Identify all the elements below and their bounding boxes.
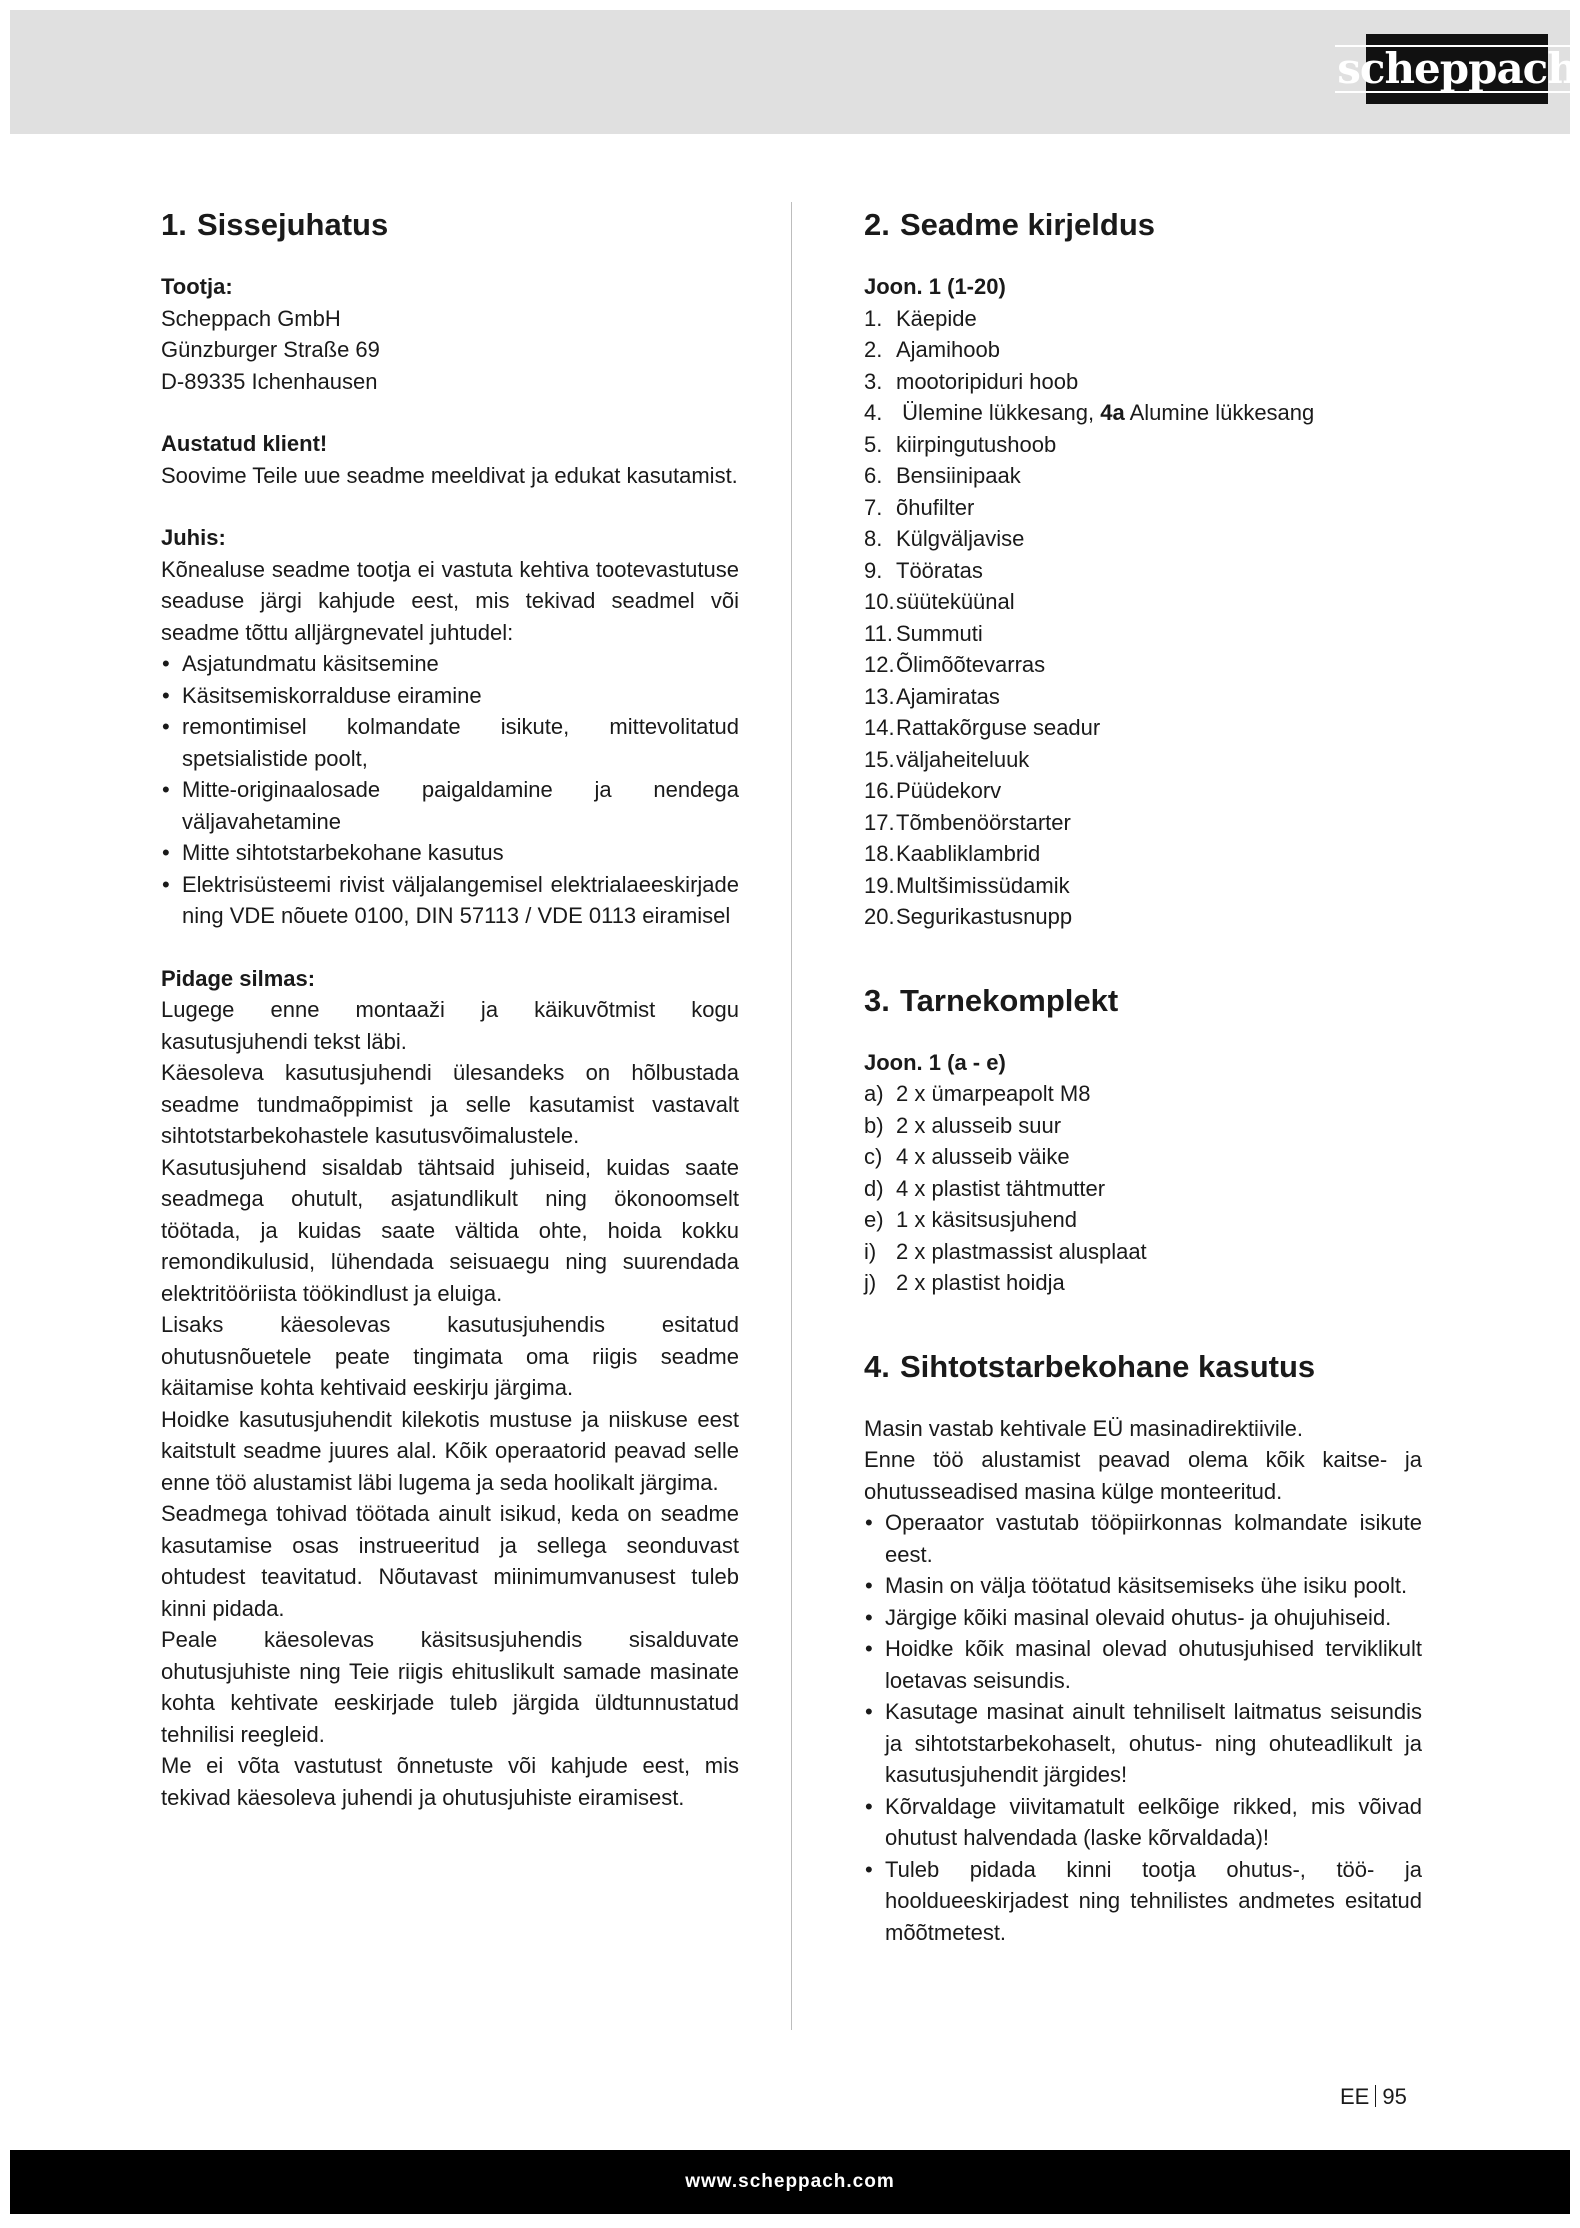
list-item: 13. Ajamiratas: [864, 683, 1000, 709]
list-item: 9. Tööratas: [864, 557, 983, 583]
section-2-heading: 2. Seadme kirjeldus: [864, 207, 1156, 242]
manufacturer-address: Scheppach GmbH Günzburger Straße 69 D-89335 Ichenhausen: [161, 305, 380, 394]
list-item: 15. väljaheiteluuk: [864, 746, 1030, 772]
list-item: • Masin on välja töötatud käsitsemiseks ühe isiku poolt.: [864, 1570, 1422, 1602]
list-item: • Mitte-originaalosade paigaldamine ja nendega väljavahetamine: [161, 774, 739, 837]
list-item: 1. Käepide: [864, 305, 977, 331]
left-column: [161, 205, 739, 1813]
attention-label: Pidage silmas:: [161, 965, 316, 991]
list-item: 2. Ajamihoob: [864, 337, 1000, 362]
footer-band: [10, 2150, 1570, 2214]
list-item: a) 2 x ümarpeapolt M8: [864, 1081, 1091, 1106]
footer-url: www.scheppach.com: [685, 2171, 895, 2192]
list-item: • Hoidke kõik masinal olevad ohutusjuhised terviklikult loetavas seisundis.: [864, 1633, 1422, 1696]
scheppach-logo: scheppach: [1366, 34, 1548, 104]
list-item: 6. Bensiinipaak: [864, 463, 1021, 488]
paragraph: Seadmega tohivad töötada ainult isikud, keda on seadme kasutamise osas instrueeritud ja sellega seonduvast ohtudest teavitatud. Nõutavast miinimumvanusest tuleb kinni pidada.: [161, 1501, 739, 1621]
figure-label: Joon. 1 (a - e): [864, 1049, 1006, 1075]
list-item: 16. Püüdekorv: [864, 778, 1002, 803]
paragraph: Hoidke kasutusjuhendit kilekotis mustuse ja niiskuse eest kaitstult seadme juures alal. Kõik operaatorid peavad selle enne töö alustamist läbi lugema ja seda hoolikalt järgima.: [161, 1406, 739, 1495]
greeting-label: Austatud klient!: [161, 431, 328, 456]
list-item: b) 2 x alusseib suur: [864, 1112, 1062, 1138]
section-3-heading: 3. Tarnekomplekt: [864, 982, 1119, 1018]
list-item: • Kõrvaldage viivitamatult eelkõige rikked, mis võivad ohutust halvendada (laske kõrvaldada)!: [864, 1791, 1422, 1854]
parts-list: [864, 303, 1422, 933]
list-item: 4. Ülemine lükkesang, 4a Alumine lükkesang: [864, 400, 1315, 425]
intended-use-bullet-list: [864, 1507, 1422, 1948]
list-item: 10. süüteküünal: [864, 589, 1015, 614]
list-item: 12. Õlimõõtevarras: [864, 652, 1046, 677]
list-item: • Järgige kõiki masinal olevaid ohutus- ja ohujuhiseid.: [864, 1602, 1422, 1634]
list-item: • Tuleb pidada kinni tootja ohutus-, töö- ja hooldueeskirjadest ning tehnilistes andmetes esitatud mõõtmetest.: [864, 1854, 1422, 1949]
section-4-heading: 4. Sihtotstarbekohane kasutus: [864, 1348, 1316, 1384]
list-item: • remontimisel kolmandate isikute, mittevolitatud spetsialistide poolt,: [161, 711, 739, 774]
note-bullet-list: [161, 648, 739, 932]
right-column: [864, 205, 1422, 1948]
list-item: • Elektrisüsteemi rivist väljalangemisel elektrialaeeskirjade ning VDE nõuete 0100, DIN 57113 / VDE 0113 eiramisel: [161, 869, 739, 932]
greeting-text: Soovime Teile uue seadme meeldivat ja edukat kasutamist.: [161, 462, 738, 488]
list-item: • Operaator vastutab tööpiirkonnas kolmandate isikute eest.: [864, 1507, 1422, 1570]
paragraph: Enne töö alustamist peavad olema kõik kaitse- ja ohutusseadised masina külge monteeritud.: [864, 1447, 1422, 1504]
list-item: 7. õhufilter: [864, 494, 975, 520]
list-item: 3. mootoripiduri hoob: [864, 368, 1079, 394]
paragraph: Peale käesolevas käsitsusjuhendis sisalduvate ohutusjuhiste ning Teie riigis ehituslikult samade masinate kohta kehtivate eeskirjade tuleb järgida üldtunnustatud tehnilisi reegleid.: [161, 1627, 739, 1747]
section-1-heading: 1. Sissejuhatus: [161, 207, 389, 242]
list-item: 11. Summuti: [864, 620, 983, 646]
list-item: 20. Segurikastusnupp: [864, 904, 1073, 929]
attention-text: [161, 994, 739, 1813]
paragraph: Käesoleva kasutusjuhendi ülesandeks on hõlbustada seadme tundmaõppimist ja selle kasutamist vastavalt sihtotstarbekohastele kasutusvõimalustele.: [161, 1060, 739, 1148]
list-item: 8. Külgväljavise: [864, 526, 1025, 551]
note-label: Juhis:: [161, 525, 226, 550]
list-item: e) 1 x käsitsusjuhend: [864, 1207, 1077, 1232]
paragraph: Masin vastab kehtivale EÜ masinadirektiivile.: [864, 1415, 1303, 1441]
page-number: EE 95: [1340, 2084, 1407, 2109]
list-item: 19. Multšimissüdamik: [864, 872, 1070, 898]
list-item: • Kasutage masinat ainult tehniliselt laitmatus seisundis ja sihtotstarbekohaselt, ohutus- ning ohuteadlikult ja kasutusjuhendit järgides!: [864, 1696, 1422, 1791]
list-item: 18. Kaabliklambrid: [864, 841, 1041, 866]
list-item: • Mitte sihtotstarbekohane kasutus: [161, 837, 739, 869]
paragraph: Lisaks käesolevas kasutusjuhendis esitatud ohutusnõuetele peate tingimata oma riigis seadme käitamise kohta kehtivaid eeskirju järgima.: [161, 1312, 739, 1400]
figure-label: Joon. 1 (1-20): [864, 274, 1006, 299]
list-item: • Asjatundmatu käsitsemine: [161, 648, 739, 680]
list-item: • Käsitsemiskorralduse eiramine: [161, 680, 739, 712]
paragraph: Lugege enne montaaži ja käikuvõtmist kogu kasutusjuhendi tekst läbi.: [161, 997, 739, 1054]
list-item: d) 4 x plastist tähtmutter: [864, 1175, 1106, 1201]
list-item: i) 2 x plastmassist alusplaat: [864, 1238, 1147, 1264]
paragraph: Kasutusjuhend sisaldab tähtsaid juhiseid, kuidas saate seadmega ohutult, asjatundlikult ning ökonoomselt töötada, ja kuidas saate vältida ohte, hoida kokku remondikulusid, lühendada seisuaegu ning suurendada elektritööriista töökindlust ja eluiga.: [161, 1154, 739, 1306]
list-item: 5. kiirpingutushoob: [864, 431, 1057, 457]
list-item: j) 2 x plastist hoidja: [864, 1270, 1065, 1295]
list-item: 17. Tõmbenöörstarter: [864, 809, 1071, 835]
manufacturer-label: Tootja:: [161, 274, 233, 299]
list-item: 14. Rattakõrguse seadur: [864, 715, 1101, 740]
note-text: Kõnealuse seadme tootja ei vastuta kehtiva tootevastutuse seaduse järgi kahjude eest, mis tekivad seadmel või seadme tõttu alljärgnevatel juhtudel:: [161, 556, 739, 645]
delivery-list: [864, 1078, 1422, 1299]
paragraph: Me ei võta vastutust õnnetuste või kahjude eest, mis tekivad käesoleva juhendi ja ohutusjuhiste eiramisest.: [161, 1753, 739, 1810]
list-item: c) 4 x alusseib väike: [864, 1144, 1070, 1169]
column-divider: [791, 202, 792, 2030]
